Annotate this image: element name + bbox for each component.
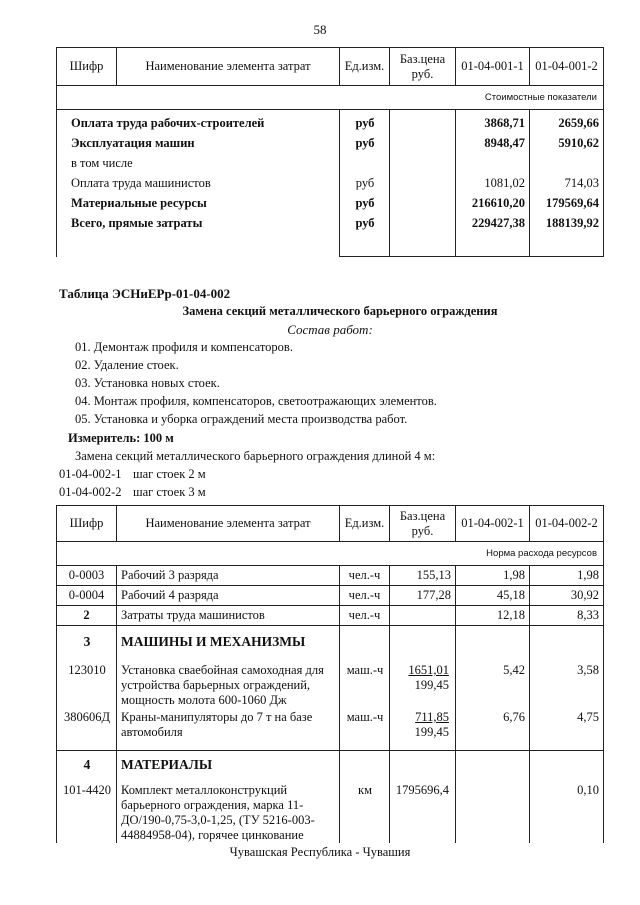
row-name: Краны-манипуляторы до 7 т на базе автомобиля <box>121 710 313 739</box>
row-code: 0-0003 <box>57 566 117 586</box>
row-code: 0-0004 <box>57 586 117 606</box>
variant-text: шаг стоек 3 м <box>133 485 206 499</box>
row-name: Затраты труда машинистов <box>117 606 340 626</box>
work-item: 03. Установка новых стоек. <box>75 376 220 390</box>
row-value-2: 0,10 <box>577 783 599 797</box>
row-unit: руб <box>355 176 375 190</box>
resource-table <box>56 505 604 843</box>
variant-code: 01-04-002-2 <box>59 485 122 499</box>
row-unit: руб <box>355 196 375 210</box>
row-code: 3 <box>83 634 91 649</box>
header-col1: 01-04-001-1 <box>456 48 530 86</box>
row-value-1: 8948,47 <box>484 136 525 150</box>
row-name: Комплект металлоконструкций барьерного ограждения, марка 11-ДО/190-0,75-3,0-1,25, (ТУ 5216-003-44884958-04), горячее цинкование <box>121 783 315 842</box>
row-code: 101-4420 <box>63 783 111 797</box>
table-header-row <box>57 506 604 542</box>
row-value-1: 1,98 <box>456 566 530 586</box>
description: Замена секций металлического барьерного ограждения длиной 4 м: <box>75 449 436 463</box>
row-price: 1651,01 <box>408 663 449 677</box>
variant-text: шаг стоек 2 м <box>133 467 206 481</box>
row-value-2: 188139,92 <box>545 216 599 230</box>
row-name: Оплата труда рабочих-строителей <box>71 116 265 130</box>
row-value-2: 714,03 <box>564 176 599 190</box>
row-value-1: 45,18 <box>456 586 530 606</box>
table-row <box>57 751 604 844</box>
variant-code: 01-04-002-1 <box>59 467 122 481</box>
row-name: Материальные ресурсы <box>71 196 207 210</box>
row-value-2: 2659,66 <box>558 116 599 130</box>
row-value-1: 229427,38 <box>471 216 525 230</box>
row-name: Эксплуатация машин <box>71 136 195 150</box>
section-title: Замена секций металлического барьерного ограждения <box>182 304 498 318</box>
cost-table <box>56 47 604 257</box>
header-col2: 01-04-001-2 <box>530 48 604 86</box>
row-value-2: 179569,64 <box>545 196 599 210</box>
row-name: Установка сваебойная самоходная для устройства барьерных ограждений, мощность молота 600-1060 Дж <box>121 663 324 707</box>
row-name: Всего, прямые затраты <box>71 216 203 230</box>
row-unit: руб <box>355 116 375 130</box>
row-unit: руб <box>355 136 375 150</box>
row-value-2: 3,58 <box>577 663 599 677</box>
table-row <box>57 626 604 751</box>
row-unit: чел.-ч <box>340 566 390 586</box>
header-code: Шифр <box>57 506 117 542</box>
table-header-row <box>57 48 604 86</box>
header-name: Наименование элемента затрат <box>117 48 340 86</box>
header-unit: Ед.изм. <box>340 506 390 542</box>
row-value-2: 8,33 <box>530 606 604 626</box>
row-unit: маш.-ч <box>346 710 384 724</box>
row-unit: чел.-ч <box>340 586 390 606</box>
row-price: 711,85 <box>415 710 449 724</box>
row-unit: км <box>358 783 372 797</box>
table-subheader: Норма расхода ресурсов <box>57 542 604 566</box>
row-name: Рабочий 4 разряда <box>117 586 340 606</box>
section-heading: МАШИНЫ И МЕХАНИЗМЫ <box>121 634 306 649</box>
row-value-1: 5,42 <box>503 663 525 677</box>
row-unit: чел.-ч <box>340 606 390 626</box>
page-number: 58 <box>313 22 327 37</box>
table-row <box>57 586 604 606</box>
row-price-machinist: 199,45 <box>414 678 449 692</box>
row-value-1: 12,18 <box>456 606 530 626</box>
row-value-1: 216610,20 <box>471 196 525 210</box>
works-heading: Состав работ: <box>287 322 373 337</box>
section-heading: МАТЕРИАЛЫ <box>121 757 213 772</box>
header-col2: 01-04-002-2 <box>530 506 604 542</box>
table-row <box>57 606 604 626</box>
header-code: Шифр <box>57 48 117 86</box>
row-name: в том числе <box>71 156 133 170</box>
row-price: 155,13 <box>390 566 456 586</box>
row-price: 1795696,4 <box>395 783 449 797</box>
work-item: 04. Монтаж профиля, компенсаторов, светоотражающих элементов. <box>75 394 437 408</box>
table-id: Таблица ЭСНиЕРр-01-04-002 <box>59 286 231 301</box>
row-code: 4 <box>83 757 91 772</box>
header-base-price: Баз.цена руб. <box>390 48 456 86</box>
header-name: Наименование элемента затрат <box>117 506 340 542</box>
header-unit: Ед.изм. <box>340 48 390 86</box>
work-item: 01. Демонтаж профиля и компенсаторов. <box>75 340 293 354</box>
row-price: 177,28 <box>390 586 456 606</box>
work-item: 05. Установка и уборка ограждений места производства работ. <box>75 412 408 426</box>
footer: Чувашская Республика - Чувашия <box>229 845 411 859</box>
row-name: Оплата труда машинистов <box>71 176 211 190</box>
row-value-1: 3868,71 <box>484 116 525 130</box>
table-row <box>57 566 604 586</box>
header-base-price: Баз.цена руб. <box>390 506 456 542</box>
row-name: Рабочий 3 разряда <box>117 566 340 586</box>
work-item: 02. Удаление стоек. <box>75 358 179 372</box>
row-code: 2 <box>57 606 117 626</box>
row-value-2: 5910,62 <box>558 136 599 150</box>
row-value-2: 4,75 <box>577 710 599 724</box>
row-value-1: 6,76 <box>503 710 525 724</box>
header-col1: 01-04-002-1 <box>456 506 530 542</box>
row-unit: руб <box>355 216 375 230</box>
row-unit: маш.-ч <box>346 663 384 677</box>
row-value-2: 30,92 <box>530 586 604 606</box>
row-price-machinist: 199,45 <box>414 725 449 739</box>
row-value-2: 1,98 <box>530 566 604 586</box>
table-subheader: Стоимостные показатели <box>57 86 604 110</box>
row-code: 123010 <box>68 663 106 677</box>
row-value-1: 1081,02 <box>484 176 525 190</box>
row-code: 380606Д <box>63 710 111 724</box>
meter: Измеритель: 100 м <box>68 431 174 445</box>
